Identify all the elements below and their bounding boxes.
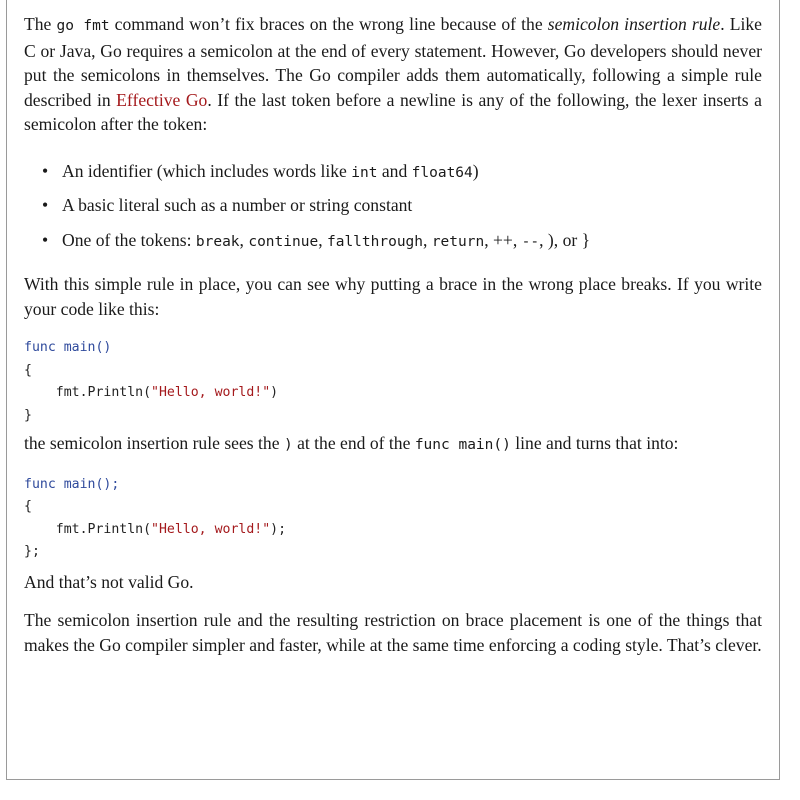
code-line: { bbox=[24, 499, 32, 514]
bullet-icon: • bbox=[42, 195, 49, 215]
text-span: The bbox=[24, 14, 57, 34]
paragraph-rule-sees bbox=[24, 431, 762, 458]
inline-code: go fmt bbox=[56, 18, 110, 34]
text-span: . If the last token before a newline is any of the following, the lexer inserts a semicolon after the token: bbox=[24, 89, 762, 134]
paragraph-not-valid: And that’s not valid Go. bbox=[24, 571, 194, 592]
string-literal: "Hello, world!" bbox=[151, 385, 271, 400]
code-block-transformed bbox=[24, 474, 762, 564]
text-span: , bbox=[239, 229, 249, 250]
token-rules-list bbox=[24, 159, 762, 263]
text-span: at the end of the bbox=[292, 433, 415, 453]
book-page-content bbox=[24, 12, 762, 657]
inline-code: int bbox=[351, 164, 378, 181]
inline-code: continue bbox=[248, 233, 319, 250]
string-literal: "Hello, world!" bbox=[151, 521, 271, 537]
text-span: . Like C or Java, Go requires a semicolon at the end of every statement. However, Go developers should never put the semicolons in themselves. The Go compiler adds them automatically, following a simple rule described in bbox=[24, 14, 762, 110]
text-span: One of the tokens: bbox=[62, 229, 196, 250]
code-line: fmt.Println( bbox=[24, 385, 152, 400]
code-line: } bbox=[24, 407, 32, 423]
keyword-token: func bbox=[24, 340, 56, 355]
bullet-icon: • bbox=[42, 229, 49, 250]
inline-code: break bbox=[195, 233, 240, 250]
text-span: A basic literal such as a number or string constant bbox=[62, 195, 413, 215]
code-line: ) bbox=[270, 385, 279, 400]
inline-code: } bbox=[581, 229, 591, 250]
text-span: and bbox=[377, 160, 412, 181]
inline-code: func main() bbox=[414, 437, 511, 453]
text-span: , bbox=[512, 229, 522, 250]
code-block-original bbox=[24, 337, 762, 427]
text-span: , bbox=[423, 229, 432, 250]
text-span: command won’t fix braces on the wrong line because of the bbox=[109, 14, 548, 34]
code-line: ); bbox=[270, 521, 287, 537]
inline-code: ++ bbox=[493, 229, 513, 250]
emphasis-term: semicolon insertion rule bbox=[547, 14, 721, 34]
inline-code: return bbox=[431, 233, 485, 250]
text-span: , or bbox=[553, 229, 582, 250]
function-token: main(); bbox=[55, 476, 120, 492]
effective-go-link[interactable]: Effective Go bbox=[116, 89, 208, 110]
keyword-token: func bbox=[24, 476, 56, 492]
paragraph-semicolon-intro bbox=[24, 12, 762, 137]
text-span: , bbox=[539, 229, 548, 250]
text-span: , bbox=[484, 229, 493, 250]
inline-code: fallthrough bbox=[326, 233, 424, 250]
list-item bbox=[24, 228, 762, 263]
paragraph-wrong-brace: With this simple rule in place, you can see why putting a brace in the wrong place breaks. If you write your code like this: bbox=[24, 274, 762, 319]
list-item bbox=[24, 193, 762, 228]
function-token: main() bbox=[55, 340, 112, 355]
list-item bbox=[24, 159, 762, 194]
inline-code: ) bbox=[283, 437, 293, 453]
text-span: An identifier (which includes words like bbox=[62, 160, 352, 181]
bullet-icon: • bbox=[42, 160, 49, 181]
text-span: ) bbox=[472, 160, 479, 181]
inline-code: ) bbox=[547, 229, 554, 250]
inline-code: float64 bbox=[411, 164, 473, 181]
text-span: the semicolon insertion rule sees the bbox=[24, 433, 284, 453]
inline-code: -- bbox=[521, 233, 540, 250]
paragraph-conclusion: The semicolon insertion rule and the resulting restriction on brace placement is one of the things that makes the Go compiler simpler and faster, while at the same time enforcing a coding style. That’s clever. bbox=[24, 610, 762, 655]
text-span: , bbox=[318, 229, 327, 250]
code-line: { bbox=[24, 362, 32, 378]
text-span: line and turns that into: bbox=[510, 433, 679, 453]
code-line: fmt.Println( bbox=[24, 521, 152, 537]
code-line: }; bbox=[24, 544, 40, 559]
